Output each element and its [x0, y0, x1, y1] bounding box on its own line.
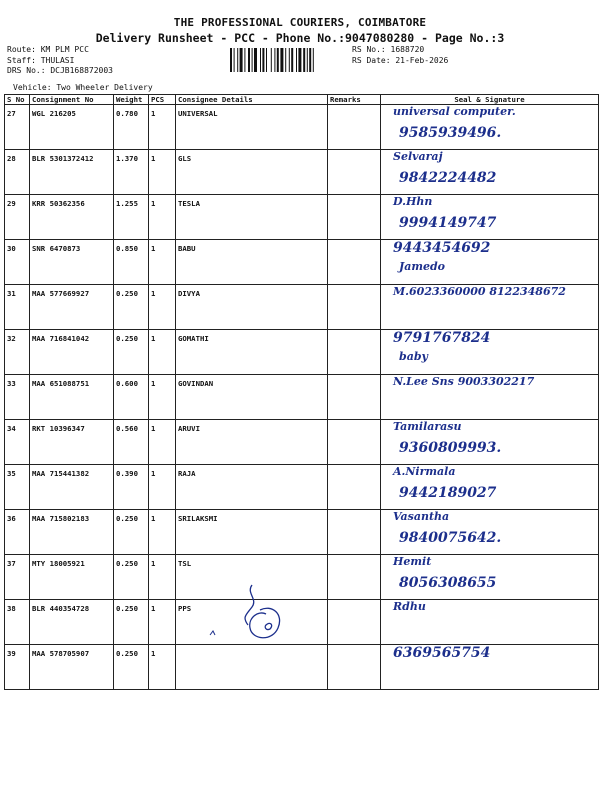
handwritten-signature: N.Lee Sns 9003302217: [393, 375, 535, 388]
cell-seal-signature: [381, 510, 599, 555]
table-row: [5, 105, 599, 150]
cell-pcs: 1: [149, 510, 176, 555]
drs-line: DRS No.: DCJB168872003: [7, 66, 113, 75]
cell-weight: 0.560: [114, 420, 149, 465]
handwritten-signature: M.6023360000 8122348672: [393, 285, 566, 298]
cell-pcs: 1: [149, 105, 176, 150]
col-seal-signature: Seal & Signature: [381, 95, 599, 105]
meta-left: [7, 45, 113, 77]
handwritten-signature: 9360809993.: [399, 440, 502, 456]
cell-pcs: 1: [149, 240, 176, 285]
cell-consignment-no: MTY 18005921: [30, 555, 114, 600]
col-sno: S No: [5, 95, 30, 105]
cell-consignee: GOVINDAN: [176, 375, 328, 420]
cell-consignee: UNIVERSAL: [176, 105, 328, 150]
cell-sno: 29: [5, 195, 30, 240]
handwritten-doodle: [200, 575, 310, 655]
cell-weight: 0.250: [114, 555, 149, 600]
cell-consignee: SRILAKSMI: [176, 510, 328, 555]
handwritten-signature: 6369565754: [393, 645, 491, 661]
col-consignment: Consignment No: [30, 95, 114, 105]
cell-consignment-no: MAA 651088751: [30, 375, 114, 420]
route-line: Route: KM PLM PCC: [7, 45, 89, 54]
col-pcs: PCS: [149, 95, 176, 105]
handwritten-signature: 9791767824: [393, 330, 491, 346]
cell-seal-signature: [381, 150, 599, 195]
handwritten-signature: 9443454692: [393, 240, 491, 256]
cell-weight: 0.250: [114, 645, 149, 690]
rs-no-line: RS No.: 1688720: [352, 45, 425, 54]
cell-sno: 37: [5, 555, 30, 600]
cell-remarks: [328, 420, 381, 465]
cell-remarks: [328, 510, 381, 555]
company-title: THE PROFESSIONAL COURIERS, COIMBATORE: [173, 16, 427, 29]
handwritten-signature: 9442189027: [399, 485, 497, 501]
cell-weight: 0.780: [114, 105, 149, 150]
cell-pcs: 1: [149, 285, 176, 330]
cell-pcs: 1: [149, 195, 176, 240]
handwritten-signature: Hemit: [393, 555, 432, 568]
runsheet-subtitle: Delivery Runsheet - PCC - Phone No.:9047080280 - Page No.:3: [95, 31, 505, 45]
cell-weight: 0.600: [114, 375, 149, 420]
cell-seal-signature: [381, 375, 599, 420]
cell-seal-signature: [381, 195, 599, 240]
table-row: [5, 375, 599, 420]
handwritten-signature: A.Nirmala: [393, 465, 456, 478]
table-row: [5, 195, 599, 240]
cell-seal-signature: [381, 645, 599, 690]
cell-remarks: [328, 240, 381, 285]
cell-remarks: [328, 555, 381, 600]
col-weight: Weight: [114, 95, 149, 105]
cell-consignee: TSL: [176, 555, 328, 600]
cell-weight: 0.390: [114, 465, 149, 510]
handwritten-signature: 9994149747: [399, 215, 497, 231]
cell-pcs: 1: [149, 330, 176, 375]
cell-sno: 32: [5, 330, 30, 375]
cell-consignment-no: BLR 5301372412: [30, 150, 114, 195]
cell-remarks: [328, 195, 381, 240]
cell-consignee: PPS: [176, 600, 328, 645]
cell-weight: 0.250: [114, 330, 149, 375]
cell-remarks: [328, 600, 381, 645]
cell-sno: 35: [5, 465, 30, 510]
cell-sno: 31: [5, 285, 30, 330]
rs-date-line: RS Date: 21-Feb-2026: [352, 55, 449, 65]
cell-pcs: 1: [149, 420, 176, 465]
cell-pcs: 1: [149, 645, 176, 690]
meta-right: [352, 45, 448, 66]
cell-weight: 0.250: [114, 285, 149, 330]
cell-sno: 36: [5, 510, 30, 555]
cell-seal-signature: [381, 330, 599, 375]
cell-sno: 30: [5, 240, 30, 285]
handwritten-signature: 9585939496.: [399, 125, 502, 141]
cell-remarks: [328, 285, 381, 330]
cell-consignment-no: BLR 440354728: [30, 600, 114, 645]
handwritten-signature: Selvaraj: [393, 150, 443, 163]
handwritten-signature: baby: [399, 350, 428, 363]
cell-remarks: [328, 645, 381, 690]
cell-consignment-no: MAA 577669927: [30, 285, 114, 330]
cell-pcs: 1: [149, 150, 176, 195]
handwritten-signature: Rdhu: [393, 600, 426, 613]
cell-consignment-no: RKT 10396347: [30, 420, 114, 465]
table-row: [5, 330, 599, 375]
cell-pcs: 1: [149, 375, 176, 420]
cell-seal-signature: [381, 240, 599, 285]
table-header-row: [5, 95, 599, 105]
handwritten-signature: Tamilarasu: [393, 420, 462, 433]
cell-weight: 0.250: [114, 510, 149, 555]
col-consignee: Consignee Details: [176, 95, 328, 105]
table-row: [5, 420, 599, 465]
cell-weight: 1.255: [114, 195, 149, 240]
cell-sno: 28: [5, 150, 30, 195]
cell-consignment-no: MAA 578705907: [30, 645, 114, 690]
handwritten-signature: D.Hhn: [393, 195, 433, 208]
cell-seal-signature: [381, 465, 599, 510]
cell-consignment-no: KRR 50362356: [30, 195, 114, 240]
cell-remarks: [328, 150, 381, 195]
vehicle-line: Vehicle: Two Wheeler Delivery: [13, 83, 153, 92]
cell-remarks: [328, 330, 381, 375]
cell-seal-signature: [381, 600, 599, 645]
cell-consignment-no: MAA 715802183: [30, 510, 114, 555]
handwritten-signature: Vasantha: [393, 510, 450, 523]
cell-consignee: GLS: [176, 150, 328, 195]
cell-sno: 34: [5, 420, 30, 465]
cell-consignee: BABU: [176, 240, 328, 285]
cell-weight: 1.370: [114, 150, 149, 195]
cell-consignee: DIVYA: [176, 285, 328, 330]
handwritten-signature: universal computer.: [393, 105, 516, 118]
cell-consignment-no: SNR 6470873: [30, 240, 114, 285]
table-row: [5, 240, 599, 285]
handwritten-signature: 9840075642.: [399, 530, 502, 546]
col-remarks: Remarks: [328, 95, 381, 105]
table-row: [5, 150, 599, 195]
cell-weight: 0.250: [114, 600, 149, 645]
cell-consignee: ARUVI: [176, 420, 328, 465]
handwritten-signature: 8056308655: [399, 575, 497, 591]
cell-seal-signature: [381, 555, 599, 600]
cell-pcs: 1: [149, 465, 176, 510]
cell-sno: 27: [5, 105, 30, 150]
table-row: [5, 465, 599, 510]
cell-consignee: GOMATHI: [176, 330, 328, 375]
handwritten-signature: Jamedo: [399, 260, 445, 273]
cell-weight: 0.850: [114, 240, 149, 285]
cell-sno: 39: [5, 645, 30, 690]
staff-line: Staff: THULASI: [7, 55, 75, 65]
cell-pcs: 1: [149, 555, 176, 600]
table-row: [5, 285, 599, 330]
cell-seal-signature: [381, 105, 599, 150]
cell-consignment-no: MAA 715441382: [30, 465, 114, 510]
cell-remarks: [328, 465, 381, 510]
cell-consignment-no: MAA 716841042: [30, 330, 114, 375]
handwritten-signature: 9842224482: [399, 170, 497, 186]
cell-seal-signature: [381, 285, 599, 330]
cell-sno: 38: [5, 600, 30, 645]
cell-consignment-no: WGL 216205: [30, 105, 114, 150]
table-row: [5, 510, 599, 555]
cell-consignee: RAJA: [176, 465, 328, 510]
barcode: [230, 48, 346, 72]
cell-pcs: 1: [149, 600, 176, 645]
cell-remarks: [328, 105, 381, 150]
cell-consignee: TESLA: [176, 195, 328, 240]
cell-sno: 33: [5, 375, 30, 420]
cell-seal-signature: [381, 420, 599, 465]
cell-remarks: [328, 375, 381, 420]
